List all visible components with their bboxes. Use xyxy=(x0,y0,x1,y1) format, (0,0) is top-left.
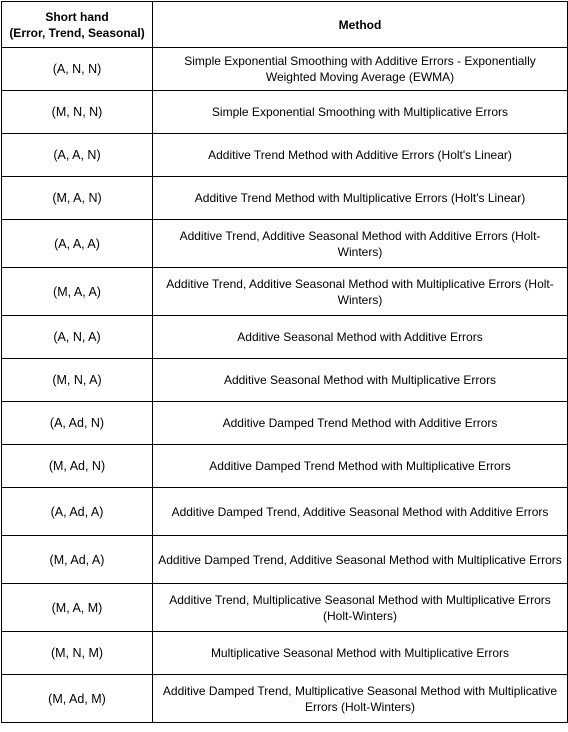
method-cell: Additive Trend, Additive Seasonal Method with Multiplicative Errors (Holt-Winters) xyxy=(153,268,568,316)
method-cell: Simple Exponential Smoothing with Multiplicative Errors xyxy=(153,91,568,134)
method-cell: Additive Damped Trend, Multiplicative Seasonal Method with Multiplicative Errors (Holt-Winters) xyxy=(153,675,568,723)
table-row xyxy=(2,445,568,488)
table-row xyxy=(2,316,568,359)
short-hand-cell: (A, N, A) xyxy=(2,316,153,359)
table-row xyxy=(2,177,568,220)
short-hand-header-line2: (Error, Trend, Seasonal) xyxy=(9,25,145,40)
short-hand-header xyxy=(2,2,153,48)
short-hand-cell: (A, Ad, N) xyxy=(2,402,153,445)
header-row xyxy=(2,2,568,48)
table-row xyxy=(2,632,568,675)
short-hand-cell: (M, N, N) xyxy=(2,91,153,134)
table-row xyxy=(2,91,568,134)
method-cell: Additive Trend Method with Additive Errors (Holt's Linear) xyxy=(153,134,568,177)
table-row xyxy=(2,584,568,632)
method-cell: Additive Trend Method with Multiplicative Errors (Holt's Linear) xyxy=(153,177,568,220)
method-cell: Additive Damped Trend, Additive Seasonal Method with Multiplicative Errors xyxy=(153,536,568,584)
short-hand-cell: (A, Ad, A) xyxy=(2,488,153,536)
method-cell: Additive Trend, Multiplicative Seasonal Method with Multiplicative Errors (Holt-Winters) xyxy=(153,584,568,632)
method-cell: Additive Seasonal Method with Multiplicative Errors xyxy=(153,359,568,402)
methods-table xyxy=(1,1,568,723)
short-hand-cell: (M, Ad, M) xyxy=(2,675,153,723)
method-header: Method xyxy=(153,2,568,48)
short-hand-header-line1: Short hand xyxy=(45,9,109,24)
short-hand-cell: (A, A, A) xyxy=(2,220,153,268)
method-cell: Multiplicative Seasonal Method with Multiplicative Errors xyxy=(153,632,568,675)
table-row xyxy=(2,536,568,584)
method-cell: Additive Trend, Additive Seasonal Method with Additive Errors (Holt-Winters) xyxy=(153,220,568,268)
method-cell: Simple Exponential Smoothing with Additive Errors - Exponentially Weighted Moving Average (EWMA) xyxy=(153,48,568,91)
table-row xyxy=(2,359,568,402)
short-hand-cell: (A, N, N) xyxy=(2,48,153,91)
short-hand-cell: (M, A, N) xyxy=(2,177,153,220)
table-row xyxy=(2,134,568,177)
method-cell: Additive Damped Trend Method with Additive Errors xyxy=(153,402,568,445)
short-hand-cell: (M, N, M) xyxy=(2,632,153,675)
short-hand-cell: (M, A, A) xyxy=(2,268,153,316)
short-hand-cell: (M, Ad, N) xyxy=(2,445,153,488)
method-cell: Additive Seasonal Method with Additive Errors xyxy=(153,316,568,359)
method-cell: Additive Damped Trend Method with Multiplicative Errors xyxy=(153,445,568,488)
short-hand-cell: (M, Ad, A) xyxy=(2,536,153,584)
table-row xyxy=(2,220,568,268)
short-hand-cell: (M, A, M) xyxy=(2,584,153,632)
table-row xyxy=(2,488,568,536)
method-cell: Additive Damped Trend, Additive Seasonal Method with Additive Errors xyxy=(153,488,568,536)
table-row xyxy=(2,48,568,91)
table-row xyxy=(2,268,568,316)
short-hand-cell: (M, N, A) xyxy=(2,359,153,402)
table-row xyxy=(2,675,568,723)
table-row xyxy=(2,402,568,445)
short-hand-cell: (A, A, N) xyxy=(2,134,153,177)
